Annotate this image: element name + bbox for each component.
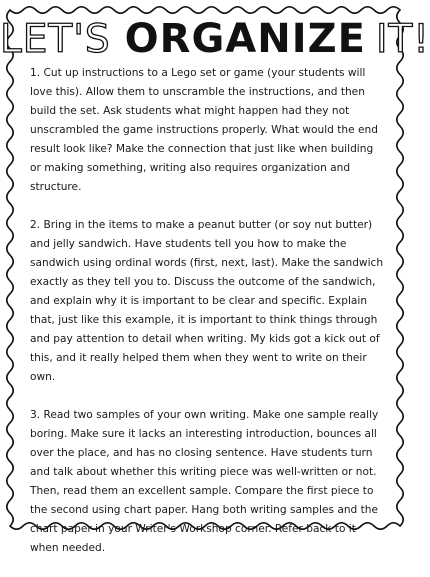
paragraph-2: 2. Bring in the items to make a peanut butter (or soy nut butter) and jelly sandwich. Have students tell you how to make the sandwich using ordinal words (first, next, last). Make the sandwich exactly as they tell you to. Discuss the outcome of the sandwich, and explain why it is important to be clear and specific. Explain that, just like this example, it is important to think things through and pay attention to detail when writing. My kids got a kick out of this, and it really helped them when they went to write on their own.	[30, 219, 384, 383]
title-part-it: IT!	[375, 17, 430, 62]
paragraph-1: 1. Cut up instructions to a Lego set or game (your students will love this). Allow them to unscramble the instructions, and then build the set. Ask students what might happen had they not unscrambled the game instructions properly. What would the end result look like? Make the connection that just like when building or making something, writing also requires organization and structure.	[30, 67, 378, 193]
title-part-organize: ORGANIZE	[124, 16, 366, 62]
page-title	[0, 16, 430, 70]
instructions-body	[30, 64, 386, 577]
paragraph-3: 3. Read two samples of your own writing. Make one sample really boring. Make sure it lacks an interesting introduction, bounces all over the place, and has no closing sentence. Have students turn and talk about whether this writing piece was well-written or not. Then, read them an excellent sample. Compare the first piece to the second using chart paper. Hang both writing samples and the chart paper in your Writer's Workshop corner. Refer back to it when needed.	[30, 409, 379, 554]
title-part-lets: LET'S	[0, 17, 111, 62]
